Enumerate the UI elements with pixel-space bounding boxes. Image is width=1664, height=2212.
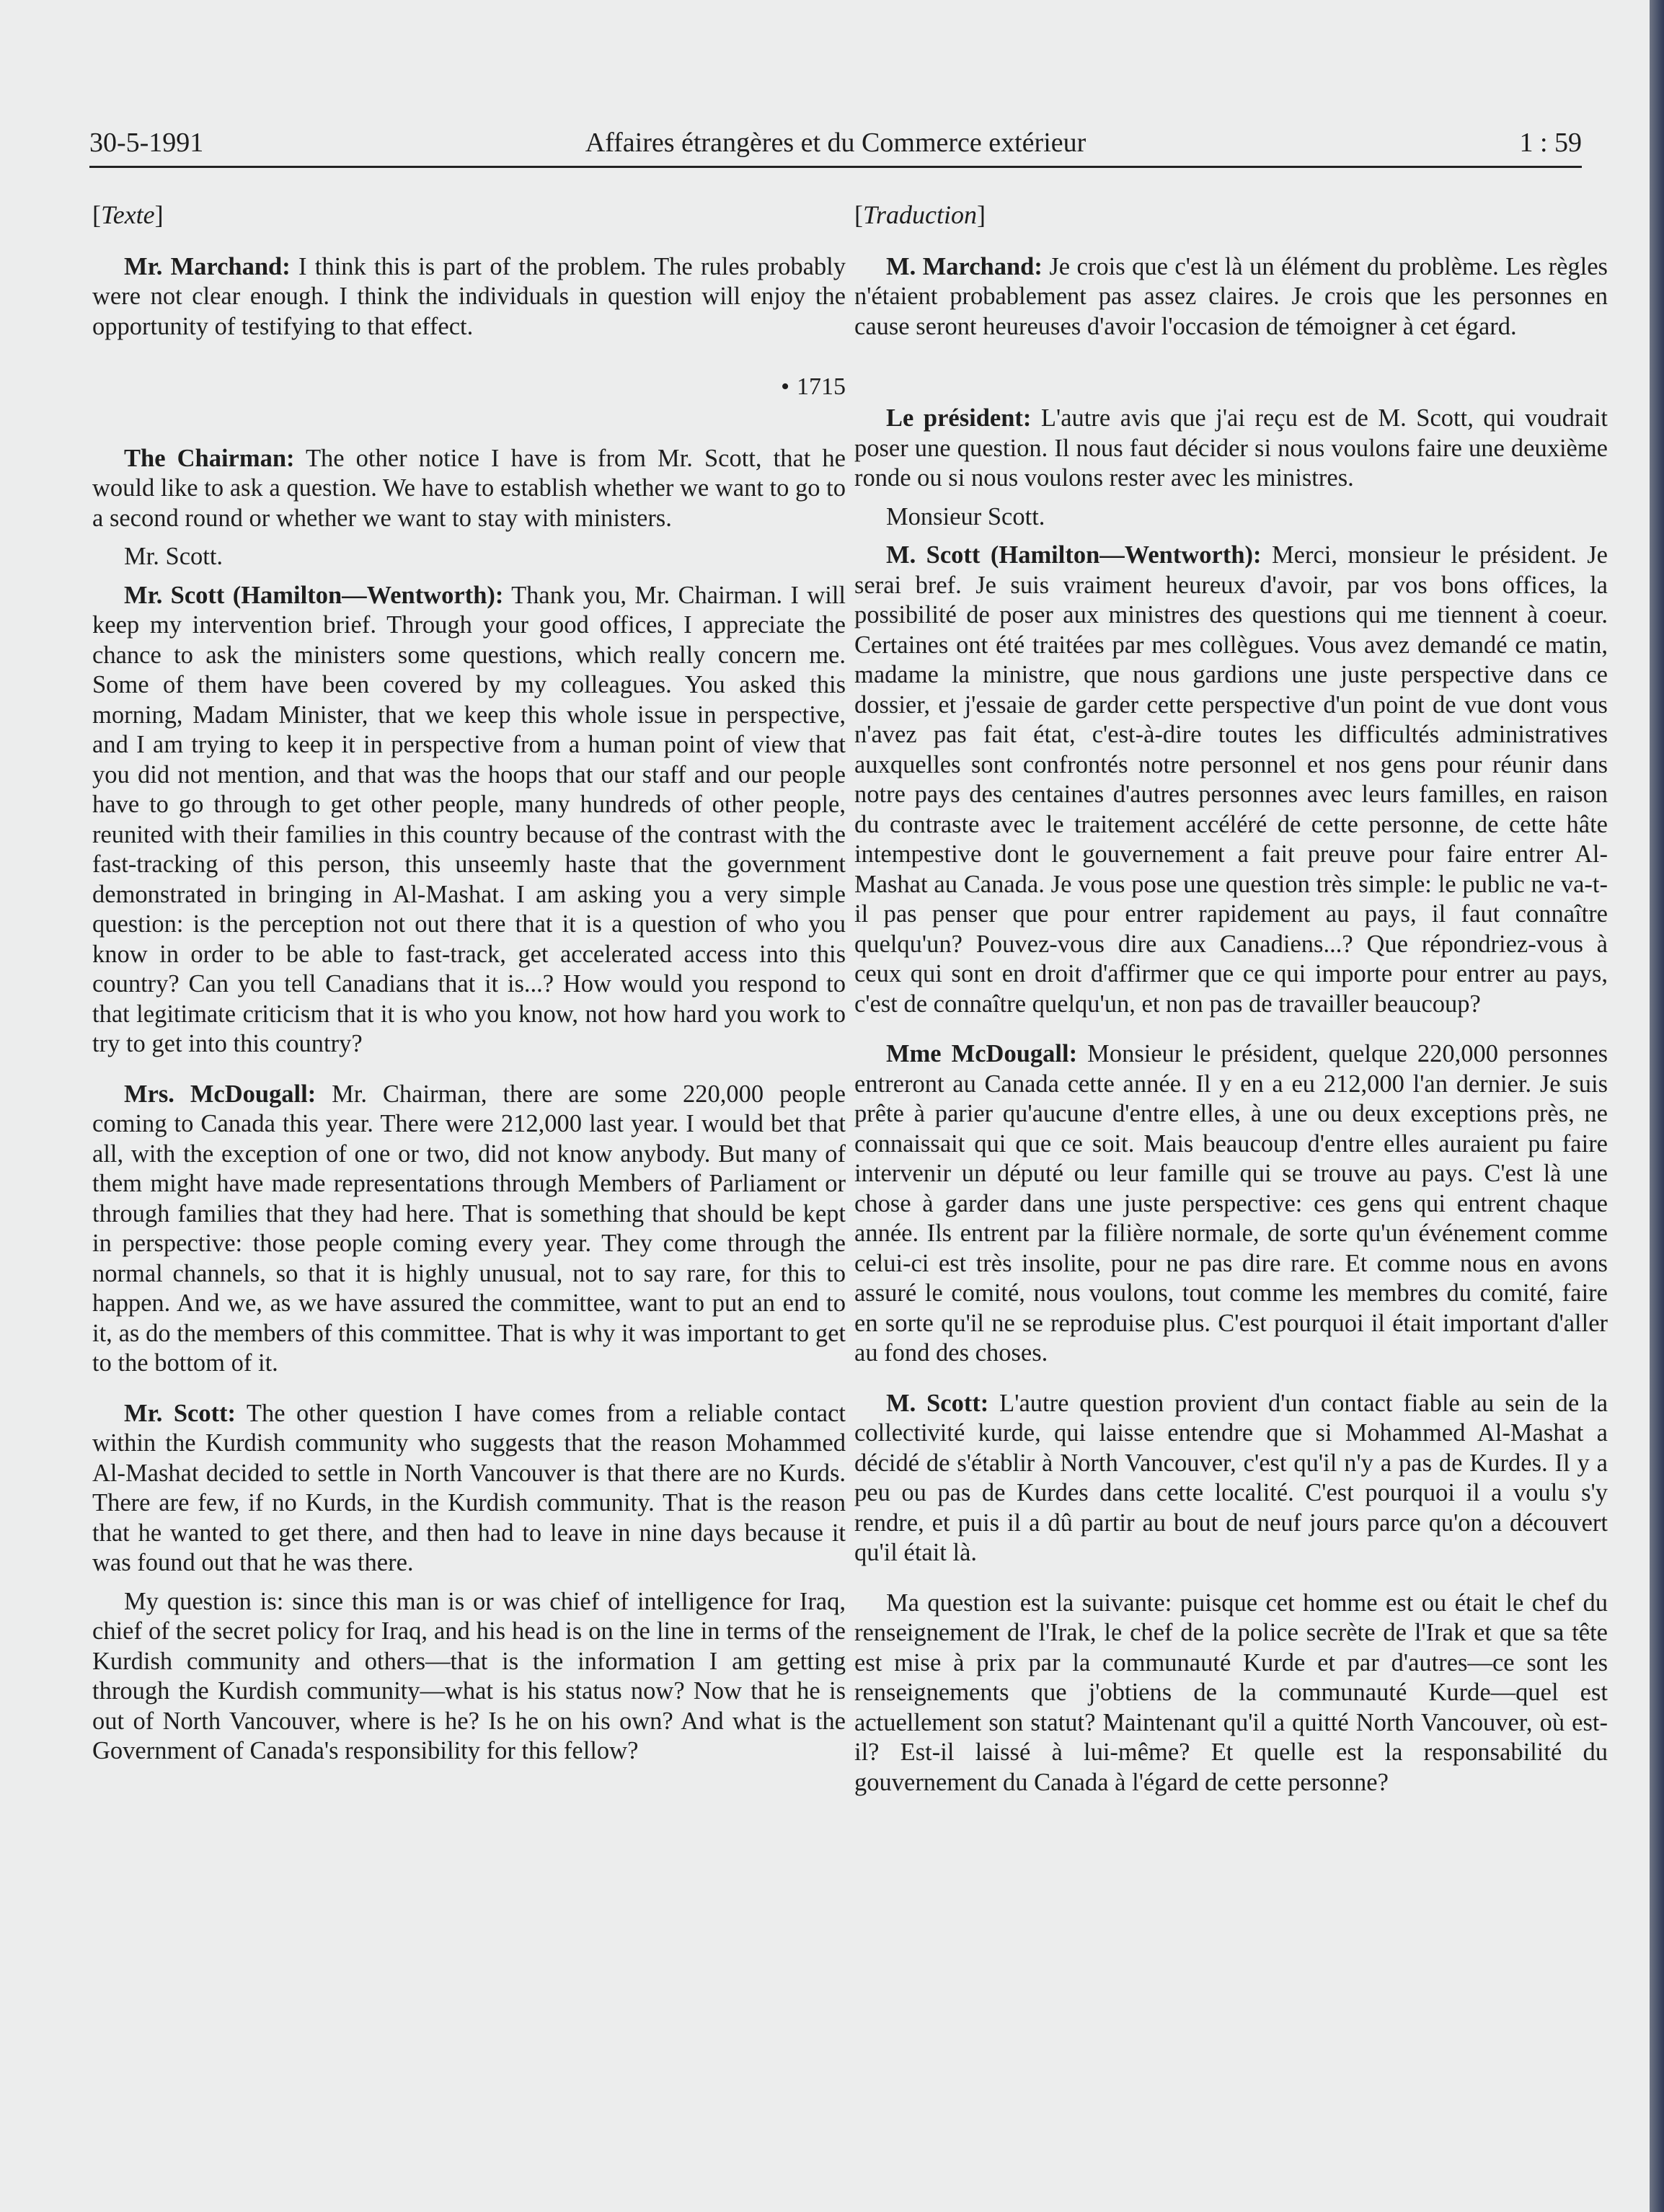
speaker-name: Mme McDougall: [886,1040,1078,1067]
speaker-name: Mr. Scott (Hamilton—Wentworth): [124,581,504,609]
paragraph-scott-my-question: My question is: since this man is or was chief of intelligence for Iraq, chief of the secret policy for Iraq, and his head is on the line in terms of the Kurdish community and others—that is the information I am getting through the Kurdish community—what is his status now? Now that he is out of North Vancouver, where is he? Is he on his own? And what is the Government of Canada's responsibility for this fellow? [92,1587,846,1764]
paragraph-scott-question: Mr. Scott (Hamilton—Wentworth): Thank you, Mr. Chairman. I will keep my intervention brief. Through your good offices, I appreciate the chance to ask the ministers some questions, which really concern me. Some of them have been covered by my colleagues. You asked this morning, Madam Minister, that we keep this whole issue in perspective, and I am trying to keep it in perspective from a human point of view that you did not mention, and that was the hoops that our staff and our people have to go through to get other people, many hundreds of other people, reunited with their families in this country because of the contrast with the fast-tracking of this person, this unseemly haste that the government demonstrated in bringing in Al-Mashat. I am asking you a very simple question: is the perception not out there that it is a question of who you know in order to be able to fast-track, get accelerated access into this country? Can you tell Canadians that it is...? How would you respond to that legitimate criticism that it is who you know, not how hard you work to try to get into this country? [92,581,846,1057]
english-column [92,200,846,1767]
paragraph-mcdougall-answer: Mme McDougall: Monsieur le président, quelque 220,000 personnes entreront au Canada cette année. Il y en a eu 212,000 l'an dernier. Je suis prête à parier qu'aucune d'entre elles, à une ou deux exceptions près, ne connaissait qui que ce soit. Mais beaucoup d'entre elles auraient pu faire intervenir un député ou leur famille qui se trouve au pays. C'est là une chose à garder dans une juste perspective: ces gens qui entrent chaque année. Ils entrent par la filière normale, de sorte qu'un événement comme celui-ci est très insolite, pour ne pas dire rare. Et comme nous en avons assuré le comité, nous voulons, tout comme les membres du comité, faire en sorte qu'il ne se reproduise plus. C'est pourquoi il était important d'aller au fond des choses. [854,1040,1608,1367]
paragraph-mr-scott-call: Mr. Scott. [124,543,224,570]
timestamp-marker: • 1715 [781,373,846,400]
speaker-name: Le président: [886,404,1032,432]
bullet-icon: • [781,373,789,400]
paragraph-mcdougall-answer: Mrs. McDougall: Mr. Chairman, there are some 220,000 people coming to Canada this year. There were 212,000 last year. I would bet that all, with the exception of one or two, did not know anybody. But many of them might have made representations through Members of Parliament or through families that they had here. That is something that should be kept in perspective: those people coming every year. They come through the normal channels, so that it is highly unusual, not to say rare, for this to happen. And we, as we have assured the committee, want to put an end to it, as do the members of this committee. That is why it was important to get to the bottom of it. [92,1080,846,1377]
speaker-name: The Chairman: [124,444,295,472]
speaker-name: M. Scott: [886,1389,989,1417]
speaker-name: Mr. Marchand: [124,252,291,280]
speaker-name: Mrs. McDougall: [124,1080,317,1108]
header-title: Affaires étrangères et du Commerce extérieur [585,128,1087,158]
speaker-name: M. Marchand: [886,252,1043,280]
paragraph-scott-question: M. Scott (Hamilton—Wentworth): Merci, monsieur le président. Je serai bref. Je suis vraiment heureux d'avoir, par vos bons offices, la possibilité de poser aux ministres des questions qui me tiennent à coeur. Certaines ont été traitées par mes collègues. Vous avez demandé ce matin, madame la ministre, que nous gardions une juste perspective dans ce dossier, et j'essaie de garder cette perspective d'un point de vue dont vous n'avez pas fait état, c'est-à-dire toutes les difficultés administratives auxquelles sont confrontés notre personnel et nos gens pour réunir dans notre pays des centaines d'autres personnes avec leurs familles, en raison du contraste avec le traitement accéléré de cette personne, de cette hâte intempestive dont le gouvernement a fait preuve pour faire entrer Al-Mashat au Canada. Je vous pose une question très simple: le public ne va-t-il pas penser que pour entrer rapidement au pays, il faut connaître quelqu'un? Pouvez-vous dire aux Canadiens...? Que répondriez-vous à ceux qui sont en droit d'affirmer que ce qui importe pour entrer au pays, c'est de connaître quelqu'un, et non pas de travailler beaucoup? [854,541,1608,1018]
running-header [89,115,1582,168]
page-edge [1650,0,1664,2212]
speaker-name: M. Scott (Hamilton—Wentworth): [886,541,1262,569]
speaker-name: Mr. Scott: [124,1399,236,1427]
paragraph-scott-my-question: Ma question est la suivante: puisque cet homme est ou était le chef du renseignement de l'Irak, le chef de la police secrète de l'Irak et que sa tête est mise à prix par la communauté Kurde et par d'autres—ce sont les renseignements que j'obtiens de la communauté Kurde—quel est actuellement son statut? Maintenant qu'il a quitté North Vancouver, où est-il? Est-il laissé à lui-même? Et quelle est la responsabilité du gouvernement du Canada à l'égard de cette personne? [854,1589,1608,1796]
paragraph-marchand: M. Marchand: Je crois que c'est là un élément du problème. Les règles n'étaient probablement pas assez claires. Je crois que les personnes en cause seront heureuses d'avoir l'occasion de témoigner à cet égard. [854,252,1608,340]
paragraph-scott-kurdish: Mr. Scott: The other question I have comes from a reliable contact within the Kurdish community who suggests that the reason Mohammed Al-Mashat decided to settle in North Vancouver is that there are no Kurds. There are few, if no Kurds, in the Kurdish community. That is the reason that he wanted to get there, and then had to leave in nine days because it was found out that he was there. [92,1399,846,1576]
paragraph-chairman: The Chairman: The other notice I have is from Mr. Scott, that he would like to ask a question. We have to establish whether we want to go to a second round or whether we want to stay with ministers. [92,444,846,532]
section-label-texte: [Texte] [92,200,164,229]
header-date: 30-5-1991 [89,128,204,158]
paragraph-monsieur-scott-call: Monsieur Scott. [886,502,1045,530]
paragraph-scott-kurdish: M. Scott: L'autre question provient d'un contact fiable au sein de la collectivité kurde, qui laisse entendre que si Mohammed Al-Mashat a décidé de s'établir à North Vancouver, c'est qu'il n'y a pas de Kurdes. Il y a peu ou pas de Kurdes dans cette localité. C'est pourquoi il a voulu s'y rendre, et puis il a dû partir au bout de neuf jours parce qu'on a découvert qu'il était là. [854,1389,1608,1566]
section-label-traduction: [Traduction] [854,200,986,229]
french-column [854,200,1608,1798]
paragraph-president: Le président: L'autre avis que j'ai reçu est de M. Scott, qui voudrait poser une question. Il nous faut décider si nous voulons faire une deuxième ronde ou si nous voulons rester avec les ministres. [854,404,1608,492]
paragraph-marchand: Mr. Marchand: I think this is part of the problem. The rules probably were not clear enough. I think the individuals in question will enjoy the opportunity of testifying to that effect. [92,252,846,340]
header-page-number: 1 : 59 [1519,128,1582,158]
